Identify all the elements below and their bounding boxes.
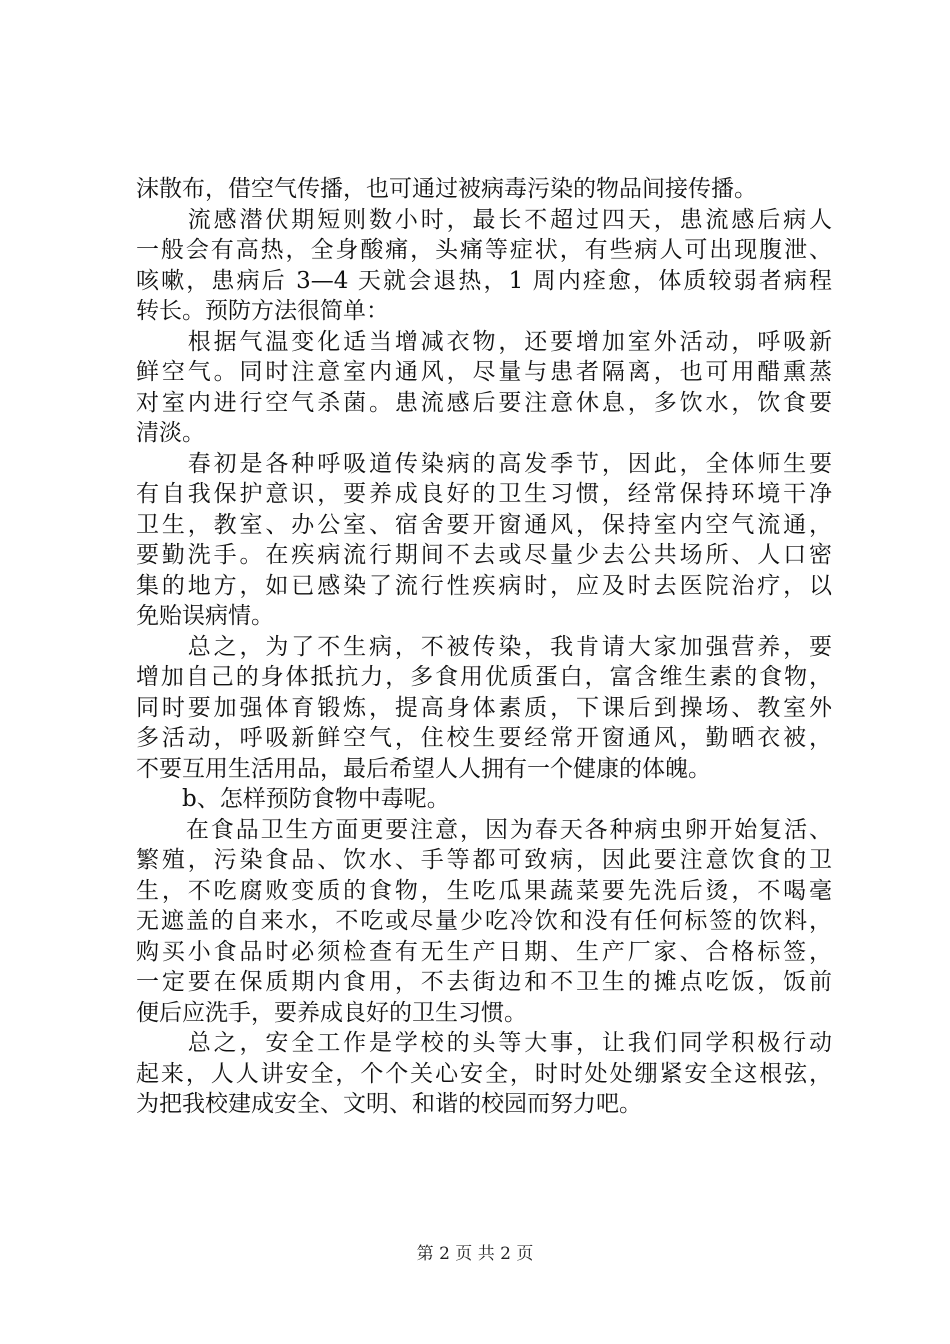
text-line: 根据气温变化适当增减衣物，还要增加室外活动，呼吸新 (136, 328, 832, 355)
text-line: 不要互用生活用品，最后希望人人拥有一个健康的体魄。 (136, 755, 711, 782)
text-line: 转长。预防方法很简单： (136, 298, 389, 324)
text-line: 卫生，教室、办公室、宿舍要开窗通风，保持室内空气流通， (136, 511, 832, 538)
text-line: 鲜空气。同时注意室内通风，尽量与患者隔离，也可用醋熏蒸 (136, 359, 832, 385)
text-line: 无遮盖的自来水，不吃或尽量少吃冷饮和没有任何标签的饮料， (136, 908, 832, 934)
page-footer: 第 2 页 共 2 页 (416, 1244, 534, 1264)
text-line: 总之，为了不生病，不被传染，我肯请大家加强营养，要 (136, 633, 832, 660)
text-line: 在食品卫生方面更要注意，因为春天各种病虫卵开始复活、 (136, 816, 832, 843)
text-line: 购买小食品时必须检查有无生产日期、生产厂家、合格标签， (136, 938, 832, 965)
text-line: 起来，人人讲安全，个个关心安全，时时处处绷紧安全这根弦， (136, 1060, 832, 1087)
text-line: 清淡。 (136, 420, 205, 446)
text-line: 增加自己的身体抵抗力，多食用优质蛋白，富含维生素的食物， (136, 664, 832, 690)
text-line: 春初是各种呼吸道传染病的高发季节，因此，全体师生要 (136, 450, 832, 477)
text-line: 为把我校建成安全、文明、和谐的校园而努力吧。 (136, 1091, 642, 1117)
document-body (136, 174, 832, 1120)
text-line: 沫散布，借空气传播，也可通过被病毒污染的物品间接传播。 (136, 176, 757, 202)
text-line: 生，不吃腐败变质的食物，生吃瓜果蔬菜要先洗后烫，不喝毫 (136, 877, 832, 904)
text-line: 总之，安全工作是学校的头等大事，让我们同学积极行动 (136, 1030, 832, 1056)
text-line: 有自我保护意识，要养成良好的卫生习惯，经常保持环境干净 (136, 481, 832, 507)
text-line: 繁殖，污染食品、饮水、手等都可致病，因此要注意饮食的卫 (136, 847, 832, 873)
text-line: 一定要在保质期内食用，不去街边和不卫生的摊点吃饭，饭前 (136, 969, 832, 995)
text-line: 便后应洗手，要养成良好的卫生习惯。 (136, 999, 527, 1026)
text-line: 同时要加强体育锻炼，提高身体素质，下课后到操场、教室外 (136, 694, 832, 721)
text-line: b、怎样预防食物中毒呢。 (136, 786, 450, 812)
text-line: 多活动，呼吸新鲜空气，住校生要经常开窗通风，勤晒衣被， (136, 725, 832, 751)
text-line: 免贻误病情。 (136, 603, 274, 629)
text-line: 一般会有高热，全身酸痛，头痛等症状，有些病人可出现腹泄、 (136, 237, 832, 263)
text-line: 集的地方，如已感染了流行性疾病时，应及时去医院治疗，以 (136, 572, 832, 599)
text-line: 对室内进行空气杀菌。患流感后要注意休息，多饮水，饮食要 (136, 389, 832, 416)
text-line: 咳嗽，患病后 3—4 天就会退热，1 周内痊愈，体质较弱者病程 (136, 267, 832, 294)
text-line: 流感潜伏期短则数小时，最长不超过四天，患流感后病人 (136, 206, 832, 233)
text-line: 要勤洗手。在疾病流行期间不去或尽量少去公共场所、人口密 (136, 542, 832, 568)
